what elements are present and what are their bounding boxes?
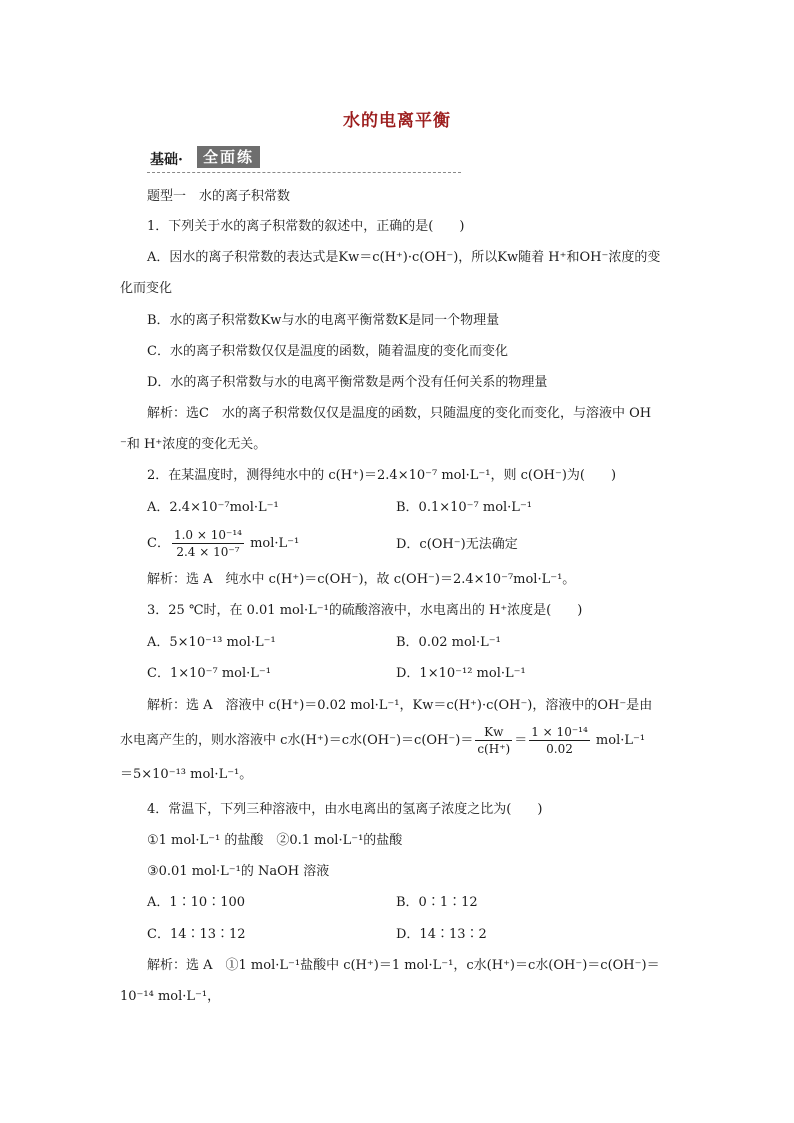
q3-answer-result: ＝5×10⁻¹³ mol·L⁻¹。 xyxy=(120,767,253,782)
q3-kw-fraction: $\frac{Kw}{c(H^+)}$ xyxy=(477,725,511,756)
q1-option-c: C．水的离子积常数仅仅是温度的函数，随着温度的变化而变化 xyxy=(147,344,508,359)
q2-c-fraction: $\frac{\text{1.0 × 10⁻¹⁴}}{\text{2.4 × 10⁻⁷}}$ xyxy=(173,528,242,559)
q1-stem: 1．下列关于水的离子积常数的叙述中，正确的是( ) xyxy=(147,219,465,234)
q1-option-a-cont: 化而变化 xyxy=(120,281,173,296)
q2-option-c: C． $\frac{\text{1.0 × 10⁻¹⁴}}{\text{2.4 × 10⁻⁷}}$ mol·L⁻¹ xyxy=(147,528,300,559)
q1-b-kw: Kw xyxy=(260,313,282,328)
q3-value-fraction: $\frac{\text{1 × 10⁻¹⁴}}{0.02}$ xyxy=(531,725,588,756)
q4-stem: 4．常温下，下列三种溶液中，由水电离出的氢离子浓度之比为( ) xyxy=(147,802,543,817)
q4-option-a: A．1∶10∶100 xyxy=(147,895,246,910)
type-heading: 题型一 水的离子积常数 xyxy=(147,189,291,204)
page-title: 水的电离平衡 xyxy=(343,111,451,131)
q3-option-c: C．1×10⁻⁷ mol·L⁻¹ xyxy=(147,666,272,681)
q4-items-1: ①1 mol·L⁻¹ 的盐酸 ②0.1 mol·L⁻¹的盐酸 xyxy=(147,833,403,848)
q1-option-b: B．水的离子积常数Kw与水的电离平衡常数K是同一个物理量 xyxy=(147,313,500,328)
q1-answer: 解析：选C 水的离子积常数仅仅是温度的函数，只随温度的变化而变化，与溶液中 OH xyxy=(147,406,652,421)
section-label: 基础· xyxy=(150,152,183,168)
section-badge: 全面练 xyxy=(197,146,260,168)
section-header xyxy=(147,146,461,173)
q1-option-d: D．水的离子积常数与水的电离平衡常数是两个没有任何关系的物理量 xyxy=(147,375,548,390)
q3-stem: 3．25 ℃时，在 0.01 mol·L⁻¹的硫酸溶液中，水电离出的 H⁺浓度是( ) xyxy=(147,603,583,618)
q2-option-b: B．0.1×10⁻⁷ mol·L⁻¹ xyxy=(396,500,533,515)
q2-stem: 2．在某温度时，测得纯水中的 c(H⁺)＝2.4×10⁻⁷ mol·L⁻¹，则 c(OH⁻)为( ) xyxy=(147,468,617,483)
q3-option-a: A．5×10⁻¹³ mol·L⁻¹ xyxy=(147,635,276,650)
q2-option-d: D．c(OH⁻)无法确定 xyxy=(396,537,518,552)
q4-answer-cont: 10⁻¹⁴ mol·L⁻¹， xyxy=(120,989,221,1004)
q1-a-formula: Kw＝c(H⁺)·c(OH⁻) xyxy=(338,250,459,265)
q3-answer-formula: 水电离产生的，则水溶液中 c水(H⁺)＝c水(OH⁻)＝c(OH⁻)＝ $\frac{Kw}{c(H^+)}$ ＝ $\frac{\text{1 × 10⁻¹⁴}}{0.02}$ mol·L⁻¹ xyxy=(120,725,646,756)
q4-items-2: ③0.01 mol·L⁻¹的 NaOH 溶液 xyxy=(147,864,330,879)
q3-option-d: D．1×10⁻¹² mol·L⁻¹ xyxy=(396,666,526,681)
q1-b-k: K xyxy=(398,313,409,328)
q3-answer: 解析：选 A 溶液中 c(H⁺)＝0.02 mol·L⁻¹，Kw＝c(H⁺)·c(OH⁻)，溶液中的OH⁻是由 xyxy=(147,698,653,713)
q4-option-d: D．14∶13∶2 xyxy=(396,927,487,942)
q3-option-b: B．0.02 mol·L⁻¹ xyxy=(396,635,501,650)
q1-a-kw: Kw xyxy=(497,250,519,265)
q4-option-b: B．0∶1∶12 xyxy=(396,895,478,910)
q4-answer: 解析：选 A ①1 mol·L⁻¹盐酸中 c(H⁺)＝1 mol·L⁻¹，c水(H⁺)＝c水(OH⁻)＝c(OH⁻)＝ xyxy=(147,958,660,973)
q4-option-c: C．14∶13∶12 xyxy=(147,927,246,942)
q2-answer: 解析：选 A 纯水中 c(H⁺)＝c(OH⁻)，故 c(OH⁻)＝2.4×10⁻⁷mol·L⁻¹。 xyxy=(147,572,576,587)
q2-option-a: A．2.4×10⁻⁷mol·L⁻¹ xyxy=(147,500,279,515)
q1-answer-cont: ⁻和 H⁺浓度的变化无关。 xyxy=(120,437,267,452)
q1-option-a: A．因水的离子积常数的表达式是Kw＝c(H⁺)·c(OH⁻)，所以Kw随着 H⁺和OH⁻浓度的变 xyxy=(147,250,661,265)
